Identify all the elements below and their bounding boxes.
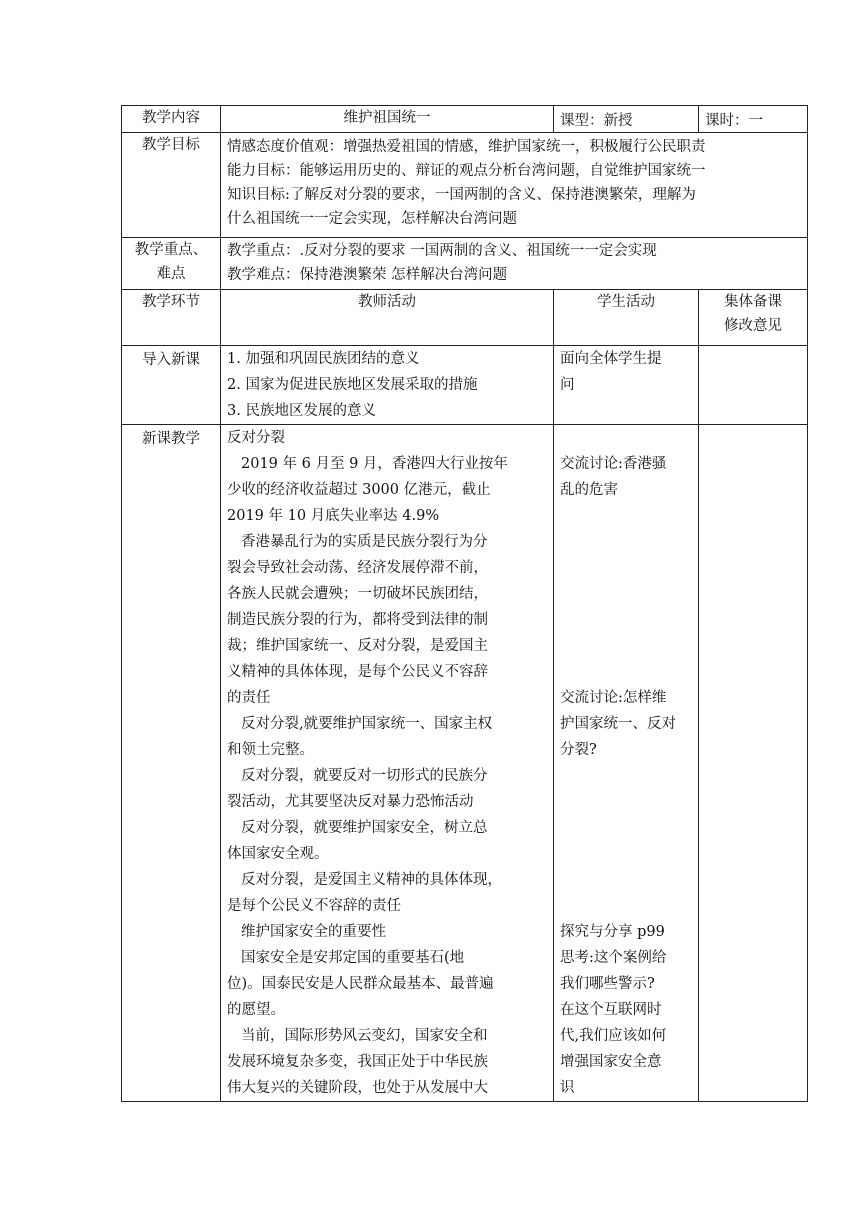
new-lesson-teacher-line: 发展环境复杂多变，我国正处于中华民族 (227, 1054, 488, 1070)
course-type: 课型：新授 (554, 106, 699, 133)
new-lesson-teacher-line: 反对分裂，是爱国主义精神的具体体现， (241, 872, 502, 888)
intro-review (699, 346, 808, 425)
key-points-content (221, 238, 808, 290)
intro-teacher-line: 1. 加强和巩固民族团结的意义 (227, 351, 420, 367)
new-lesson-student-line: 交流讨论:怎样维 (560, 690, 667, 706)
content-label: 教学内容 (122, 106, 221, 133)
period: 课时：一 (699, 106, 808, 133)
new-lesson-student-line (560, 893, 692, 919)
new-lesson-teacher-line: 是每个公民义不容辞的责任 (227, 898, 401, 914)
intro-student (554, 346, 699, 425)
stage-header: 教学环节 (122, 290, 221, 346)
new-lesson-teacher-line: 国家安全是安邦定国的重要基石(地 (241, 950, 465, 966)
new-lesson-teacher-line: 2019 年 10 月底失业率达 4.9% (227, 508, 440, 524)
new-lesson-student-line: 分裂? (560, 742, 597, 758)
intro-student-line: 问 (560, 377, 575, 393)
new-lesson-teacher-line: 和领土完整。 (227, 742, 314, 758)
objectives-row (122, 133, 808, 238)
intro-student-line: 面向全体学生提 (560, 351, 662, 367)
new-lesson-teacher-line: 反对分裂，就要反对一切形式的民族分 (241, 768, 488, 784)
key-points-label (122, 238, 221, 290)
new-lesson-student-line: 思考:这个案例给 (560, 950, 667, 966)
lesson-plan-table (121, 105, 808, 1102)
intro-teacher-line: 2. 国家为促进民族地区发展采取的措施 (227, 377, 478, 393)
new-lesson-student-line: 探究与分享 p99 (560, 924, 665, 940)
new-lesson-teacher-line: 反对分裂，就要维护国家安全，树立总 (241, 820, 488, 836)
new-lesson-student-line: 代,我们应该如何 (560, 1028, 667, 1044)
teaching-difficulty: 教学难点：保持港澳繁荣 怎样解决台湾问题 (227, 267, 508, 283)
new-lesson-teacher-line: 当前，国际形势风云变幻，国家安全和 (241, 1028, 488, 1044)
new-lesson-stage: 新课教学 (122, 425, 221, 1102)
key-points-row (122, 238, 808, 290)
student-header: 学生活动 (554, 290, 699, 346)
new-lesson-student-line (560, 555, 692, 581)
objectives-content (221, 133, 808, 238)
new-lesson-student-line: 乱的危害 (560, 482, 618, 498)
new-lesson-student (554, 425, 699, 1102)
new-lesson-teacher-line: 裂会导致社会动荡、经济发展停滞不前， (227, 560, 488, 576)
review-header (699, 290, 808, 346)
new-lesson-student-line: 护国家统一、反对 (560, 716, 676, 732)
new-lesson-teacher-line: 裂活动，尤其要坚决反对暴力恐怖活动 (227, 794, 474, 810)
intro-teacher (221, 346, 554, 425)
new-lesson-teacher-line: 义精神的具体体现，是每个公民义不容辞 (227, 664, 488, 680)
intro-row (122, 346, 808, 425)
new-lesson-student-line: 识 (560, 1080, 575, 1096)
new-lesson-student-line (560, 763, 692, 789)
review-header-line-2: 修改意见 (724, 318, 782, 334)
new-lesson-teacher-line: 香港暴乱行为的实质是民族分裂行为分 (241, 534, 488, 550)
new-lesson-student-line (560, 841, 692, 867)
new-lesson-teacher-line: 反对分裂 (227, 430, 285, 446)
new-lesson-review (699, 425, 808, 1102)
new-lesson-teacher-line: 位)。国泰民安是人民群众最基本、最普遍 (227, 976, 494, 992)
new-lesson-student-line (560, 425, 692, 451)
objective-ability: 能力目标：能够运用历史的、辩证的观点分析台湾问题，自觉维护国家统一 (227, 163, 706, 179)
new-lesson-teacher-line: 维护国家安全的重要性 (241, 924, 386, 940)
new-lesson-student-line (560, 503, 692, 529)
key-points-label-line-1: 教学重点、 (134, 242, 208, 258)
new-lesson-student-line (560, 789, 692, 815)
new-lesson-student-line (560, 607, 692, 633)
new-lesson-teacher-line: 各族人民就会遭殃；一切破坏民族团结， (227, 586, 488, 602)
new-lesson-teacher-line: 伟大复兴的关键阶段，也处于从发展中大 (227, 1080, 488, 1096)
review-header-line-1: 集体备课 (724, 294, 782, 310)
new-lesson-teacher-line: 少收的经济收益超过 3000 亿港元，截止 (227, 482, 491, 498)
objective-knowledge-1: 知识目标:了解反对分裂的要求，一国两制的含义、保持港澳繁荣，理解为 (227, 187, 696, 203)
new-lesson-teacher-line: 反对分裂,就要维护国家统一、国家主权 (241, 716, 493, 732)
key-points-label-line-2: 难点 (156, 266, 186, 282)
objectives-label: 教学目标 (122, 133, 221, 238)
teacher-header: 教师活动 (221, 290, 554, 346)
new-lesson-row (122, 425, 808, 1102)
new-lesson-student-line: 我们哪些警示? (560, 976, 655, 992)
new-lesson-teacher-line: 2019 年 6 月至 9 月，香港四大行业按年 (241, 456, 508, 472)
header-row (122, 106, 808, 133)
new-lesson-student-line (560, 867, 692, 893)
new-lesson-student-line (560, 633, 692, 659)
objective-knowledge-2: 什么祖国统一一定会实现，怎样解决台湾问题 (227, 211, 517, 227)
new-lesson-teacher-line: 制造民族分裂的行为，都将受到法律的制 (227, 612, 488, 628)
new-lesson-student-line: 交流讨论:香港骚 (560, 456, 667, 472)
column-header-row (122, 290, 808, 346)
new-lesson-student-line (560, 659, 692, 685)
new-lesson-teacher-line: 体国家安全观。 (227, 846, 329, 862)
teaching-focus: 教学重点：.反对分裂的要求 一国两制的含义、祖国统一一定会实现 (227, 243, 657, 259)
new-lesson-student-line (560, 581, 692, 607)
new-lesson-teacher-line: 的责任 (227, 690, 271, 706)
new-lesson-student-line: 增强国家安全意 (560, 1054, 662, 1070)
new-lesson-student-line: 在这个互联网时 (560, 1002, 662, 1018)
new-lesson-teacher (221, 425, 554, 1102)
intro-stage: 导入新课 (122, 346, 221, 425)
new-lesson-student-line (560, 529, 692, 555)
lesson-title: 维护祖国统一 (221, 106, 554, 133)
new-lesson-teacher-line: 裁；维护国家统一、反对分裂，是爱国主 (227, 638, 488, 654)
new-lesson-teacher-line: 的愿望。 (227, 1002, 285, 1018)
new-lesson-student-line (560, 815, 692, 841)
intro-teacher-line: 3. 民族地区发展的意义 (227, 403, 376, 419)
objective-emotion: 情感态度价值观：增强热爱祖国的情感，维护国家统一，积极履行公民职责 (227, 139, 706, 155)
